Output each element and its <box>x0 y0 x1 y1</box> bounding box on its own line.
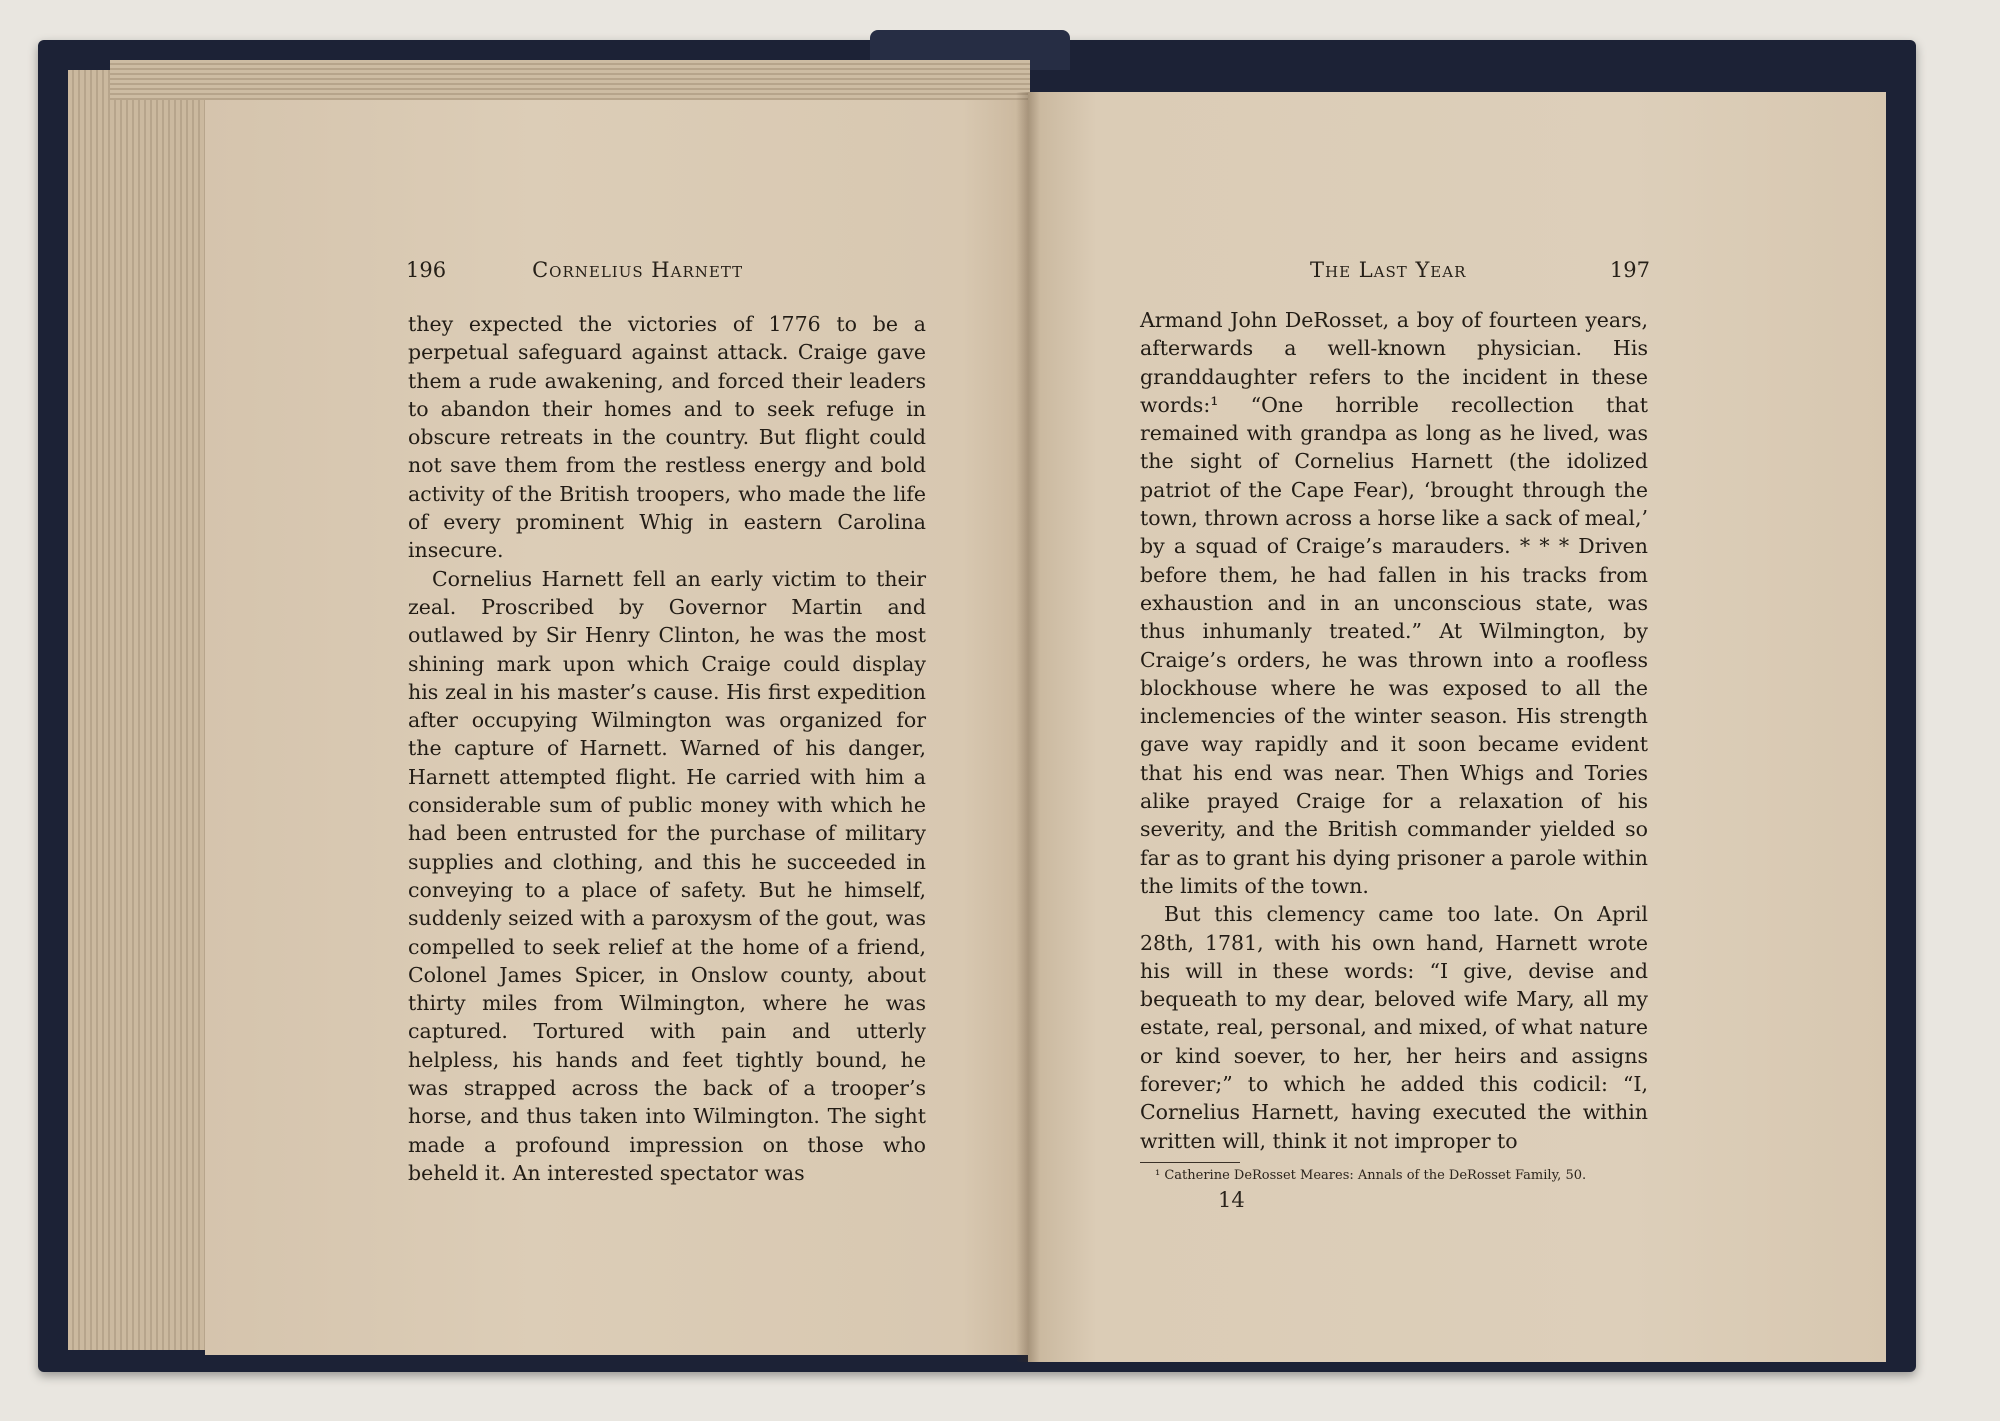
right-page-number: 197 <box>1609 258 1650 282</box>
left-running-head: Cornelius Harnett <box>532 258 744 282</box>
right-running-head: The Last Year <box>1310 258 1467 282</box>
page-edges <box>68 70 208 1350</box>
paragraph: Cornelius Harnett fell an early victim to their zeal. Proscribed by Governor Martin and outlawed by Sir Henry Clinton, he was the most shining mark upon which Craige could display his zeal in his master’s cause. His first expedition after occupying Wilmington was organized for the capture of Harnett. Warned of his danger, Harnett attempted flight. He carried with him a considerable sum of public money with which he had been entrusted for the purchase of military supplies and clothing, and this he succeeded in conveying to a place of safety. But he himself, suddenly seized with a paroxysm of the gout, was compelled to seek relief at the home of a friend, Colonel James Spicer, in Onslow county, about thirty miles from Wilmington, where he was captured. Tortured with pain and utterly helpless, his hands and feet tightly bound, he was strapped across the back of a trooper’s horse, and thus taken into Wilmington. The sight made a profound impression on those who beheld it. An interested spectator was <box>408 566 926 1185</box>
footnote-rule <box>1140 1162 1240 1163</box>
paragraph: But this clemency came too late. On April 28th, 1781, with his own hand, Harnett wrote his will in these words: “I give, devise and bequeath to my dear, beloved wife Mary, all my estate, real, personal, and mixed, of what nature or kind soever, to her, her heirs and assigns forever;” to which he added this codicil: “I, Cornelius Harnett, having executed the within written will, think it not improper to <box>1140 902 1648 1153</box>
paragraph: they expected the victories of 1776 to be a perpetual safeguard against attack. Craige gave them a rude awakening, and forced their leaders to abandon their homes and to seek refuge in obscure retreats in the country. But flight could not save them from the restless energy and bold activity of the British troopers, who made the life of every prominent Whig in eastern Carolina insecure. <box>408 312 926 563</box>
book-gutter <box>1016 92 1040 1362</box>
right-body-text <box>1140 306 1648 1155</box>
left-running-header <box>406 258 926 288</box>
signature-mark: 14 <box>1218 1188 1245 1212</box>
right-running-header <box>1310 258 1650 288</box>
footnote: ¹ Catherine DeRosset Meares: Annals of the DeRosset Family, 50. <box>1155 1168 1587 1183</box>
paragraph: Armand John DeRosset, a boy of fourteen years, afterwards a well-known physician. His granddaughter refers to the incident in these words:¹ “One horrible recollection that remained with grandpa as long as he lived, was the sight of Cornelius Harnett (the idolized patriot of the Cape Fear), ‘brought through the town, thrown across a horse like a sack of meal,’ by a squad of Craige’s marauders. * * * Driven before them, he had fallen in his tracks from exhaustion and in an unconscious state, was thus inhumanly treated.” At Wilmington, by Craige’s orders, he was thrown into a roofless blockhouse where he was exposed to all the inclemencies of the winter season. His strength gave way rapidly and it soon became evident that his end was near. Then Whigs and Tories alike prayed Craige for a relaxation of his severity, and the British commander yielded so far as to grant his dying prisoner a parole within the limits of the town. <box>1140 308 1648 898</box>
page-top-edges <box>110 60 1030 100</box>
left-body-text <box>408 310 926 1187</box>
left-page-number: 196 <box>406 258 447 282</box>
